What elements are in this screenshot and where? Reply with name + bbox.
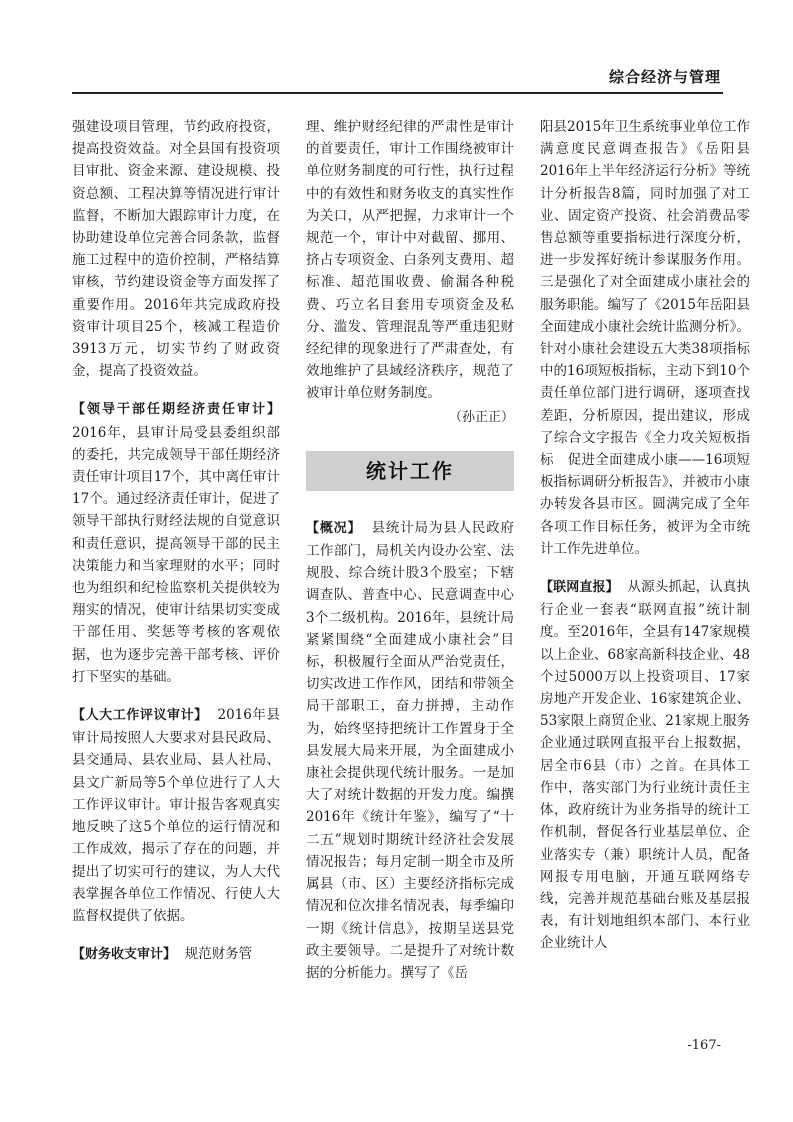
column-3 bbox=[540, 116, 750, 955]
paragraph-text: 2016年，县审计局受县委组织部的委托，共完成领导干部任期经济责任审计项目17个，其中离任审计17个。通过经济责任审计，促进了领导干部执行财经法规的自觉意识和责任意识，提高领导干部的民主决策能力和当家理财的水平；同时也为组织和纪检监察机关提供较为翔实的情况，使审计结果切实变成干部任用、奖惩等考核的客观依据，也为逐步完善干部考核、评价打下坚实的基础。 bbox=[72, 424, 280, 685]
header-rule bbox=[72, 92, 723, 94]
paragraph: 阳县2015年卫生系统事业单位工作满意度民意调查报告》《岳阳县2016年上半年经济运行分析》等统计分析报告8篇，同时加强了对工业、固定资产投资、社会消费品零售总额等重要指标进行深度分析，进一步发挥好统计参谋服务作用。三是强化了对全面建成小康社会的服务职能。编写了《2015年岳阳县全面建成小康社会统计监测分析》。针对小康社会建设五大类38项指标中的16项短板指标，主动下到10个责任单位部门进行调研，逐项查找差距，分析原因，提出建议，形成了综合文字报告《全力攻关短板指标 促进全面建成小康——16项短板指标调研分析报告》，并被市小康办转发各县市区。圆满完成了全年各项工作目标任务，被评为全市统计工作先进单位。 bbox=[540, 119, 750, 557]
section-tag: 【领导干部任期经济责任审计】 bbox=[72, 402, 280, 418]
section-tag: 【联网直报】 bbox=[540, 580, 619, 596]
running-header-section: 综合经济与管理 bbox=[608, 68, 721, 86]
section-tag: 【概况】 bbox=[306, 520, 362, 536]
paragraph-npc-audit bbox=[72, 704, 280, 927]
column-1 bbox=[72, 116, 280, 966]
section-tag: 【财务收支审计】 bbox=[72, 947, 177, 963]
page-number: -167- bbox=[687, 1038, 721, 1053]
paragraph-overview bbox=[306, 517, 514, 984]
paragraph-finance-audit bbox=[72, 943, 280, 966]
paragraph-text: 从源头抓起，认真执行企业一套表“联网直报”统计制度。至2016年，全县有147家规模以上企业、68家高新科技企业、48个过5000万以上投资项目、17家房地产开发企业、16家建筑企业、53家限上商贸企业、21家规上服务企业通过联网直报平台上报数据，居全市6县（市）之首。在具体工作中，落实部门为行业统计责任主体，政府统计为业务指导的统计工作机制，督促各行业基层单位、企业落实专（兼）职统计人员，配备网报专用电脑，开通互联网络专线，完善并规范基础台账及基层报表，有计划地组织本部门、本行业企业统计人 bbox=[540, 579, 750, 952]
section-tag: 【人大工作评议审计】 bbox=[72, 708, 208, 724]
section-banner: 统计工作 bbox=[306, 451, 514, 491]
paragraph-online-report bbox=[540, 576, 750, 954]
paragraph-text: 2016年县审计局按照人大要求对县民政局、县交通局、县农业局、县人社局、县文广新局等5个单位进行了人大工作评议审计。审计报告客观真实地反映了这5个单位的运行情况和工作成效，揭示了存在的问题，并提出了切实可行的建议，为人大代表掌握各单位工作情况、行使人大监督权提供了依据。 bbox=[72, 707, 280, 924]
paragraph-text: 县统计局为县人民政府工作部门，局机关内设办公室、法规股、综合统计股3个股室；下辖调查队、普查中心、民意调查中心3个二级机构。2016年，县统计局紧紧围绕“全面建成小康社会”目标，积极履行全面从严治党责任，切实改进工作作风，团结和带领全局干部职工，奋力拼搏，主动作为，始终坚持把统计工作置身于全县发展大局来开展，为全面建成小康社会提供现代统计服务。一是加大了对统计数据的开发力度。编撰2016年《统计年鉴》，编写了“十二五”规划时期统计经济社会发展情况报告；每月定制一期全市及所属县（市、区）主要经济指标完成情况和位次排名情况表，每季编印一期《统计信息》，按期呈送县党政主要领导。二是提升了对统计数据的分析能力。撰写了《岳 bbox=[306, 519, 514, 981]
column-2 bbox=[306, 116, 514, 984]
author-credit: （孙正正） bbox=[448, 409, 514, 425]
paragraph: 理、维护财经纪律的严肃性是审计的首要责任，审计工作围绕被审计单位财务制度的可行性，执行过程中的有效性和财务收支的真实性作为关口，从严把握，力求审计一个规范一个，审计中对截留、挪用、挤占专项资金、白条列支费用、超标准、超范围收费、偷漏各种税费、巧立名目套用专项资金及私分、滥发、管理混乱等严重违犯财经纪律的现象进行了严肃查处，有效地维护了县域经济秩序，规范了被审计单位财务制度。 bbox=[306, 119, 514, 402]
paragraph-text: 规范财务管 bbox=[184, 946, 253, 963]
paragraph: 强建设项目管理，节约政府投资，提高投资效益。对全县国有投资项目审批、资金来源、建设规模、投资总额、工程决算等情况进行审计监督，不断加大跟踪审计力度，在协助建设单位完善合同条款，监督施工过程中的造价控制，严格结算审核，节约建设资金等方面发挥了重要作用。2016年共完成政府投资审计项目25个，核减工程造价3913万元，切实节约了财政资金，提高了投资效益。 bbox=[72, 119, 280, 380]
paragraph-leader-audit bbox=[72, 398, 280, 688]
